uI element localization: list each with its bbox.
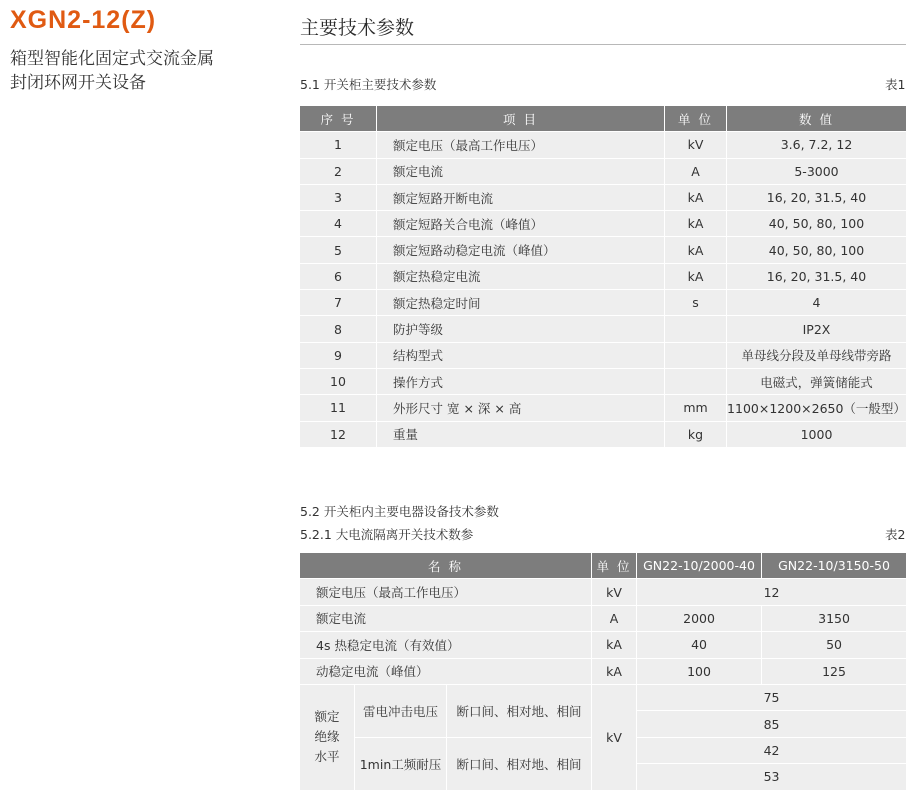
row-value: IP2X (727, 316, 907, 342)
row-index: 1 (300, 132, 377, 158)
row-index: 12 (300, 421, 377, 447)
table-row (300, 158, 907, 184)
product-model: XGN2-12(Z) (10, 6, 157, 34)
insulation-group-line-1: 额定 (314, 709, 340, 725)
row-index: 3 (300, 184, 377, 210)
row-name: 额定电流 (300, 605, 592, 631)
row-value: 4 (727, 290, 907, 316)
row-index: 8 (300, 316, 377, 342)
row-unit: kg (665, 421, 727, 447)
table-row (300, 684, 907, 710)
row-value: 40, 50, 80, 100 (727, 237, 907, 263)
row-unit: kA (592, 632, 637, 658)
table-row (300, 316, 907, 342)
row-index: 11 (300, 395, 377, 421)
row-item: 额定热稳定时间 (377, 290, 665, 316)
table-row (300, 579, 907, 605)
row-value: 1100×1200×2650（一般型） (727, 395, 907, 421)
section-title: 主要技术参数 (300, 17, 415, 39)
row-unit: kV (592, 579, 637, 605)
row-unit: kA (665, 263, 727, 289)
row-item: 外形尺寸 宽 × 深 × 高 (377, 395, 665, 421)
table1-caption: 5.1 开关柜主要技术参数 (300, 77, 437, 92)
row-item: 额定短路开断电流 (377, 184, 665, 210)
row-value-2000: 2000 (637, 605, 762, 631)
row-value-3150: 50 (762, 632, 907, 658)
table-row (300, 658, 907, 684)
table-row (300, 368, 907, 394)
section-divider (300, 44, 906, 45)
col-header-item: 项 目 (377, 106, 665, 132)
row-value: 1000 (727, 421, 907, 447)
row-unit (665, 316, 727, 342)
row-value: 5-3000 (727, 158, 907, 184)
table-row (300, 605, 907, 631)
row-item: 防护等级 (377, 316, 665, 342)
row-index: 2 (300, 158, 377, 184)
row-item: 额定短路动稳定电流（峰值） (377, 237, 665, 263)
row-unit: s (665, 290, 727, 316)
row-value: 电磁式，弹簧储能式 (727, 368, 907, 394)
row-unit: kA (665, 211, 727, 237)
col-header-model-3150: GN22-10/3150-50 (762, 553, 907, 579)
row-value-2000: 40 (637, 632, 762, 658)
row-name: 动稳定电流（峰值） (300, 658, 592, 684)
row-index: 7 (300, 290, 377, 316)
row-unit (665, 368, 727, 394)
insulation-group-label (300, 684, 355, 790)
table-row (300, 211, 907, 237)
table-header-row (300, 106, 907, 132)
row-item: 结构型式 (377, 342, 665, 368)
disconnector-params-table (299, 552, 907, 791)
col-header-index: 序 号 (300, 106, 377, 132)
row-value-merged: 12 (637, 579, 907, 605)
row-index: 9 (300, 342, 377, 368)
table-row (300, 132, 907, 158)
table-row (300, 237, 907, 263)
row-item: 额定电压（最高工作电压） (377, 132, 665, 158)
lightning-impulse-label: 雷电冲击电压 (355, 684, 447, 737)
row-value: 3.6, 7.2, 12 (727, 132, 907, 158)
row-unit: A (592, 605, 637, 631)
table2-caption: 5.2.1 大电流隔离开关技术数参 (300, 527, 474, 542)
row-index: 5 (300, 237, 377, 263)
table-row (300, 395, 907, 421)
col-header-name: 名 称 (300, 553, 592, 579)
col-header-model-2000: GN22-10/2000-40 (637, 553, 762, 579)
row-item: 额定热稳定电流 (377, 263, 665, 289)
lightning-location-label: 断口间、相对地、相间 (447, 684, 592, 737)
tech-params-table (299, 105, 907, 448)
table-header-row (300, 553, 907, 579)
row-unit: kA (592, 658, 637, 684)
col-header-value: 数 值 (727, 106, 907, 132)
product-subtitle (10, 47, 280, 95)
row-item: 重量 (377, 421, 665, 447)
table-row (300, 290, 907, 316)
row-index: 6 (300, 263, 377, 289)
table-row (300, 421, 907, 447)
col-header-unit: 单 位 (592, 553, 637, 579)
row-item: 额定短路关合电流（峰值） (377, 211, 665, 237)
power-frequency-label: 1min工频耐压 (355, 737, 447, 790)
insulation-group-line-2: 绝缘 (314, 729, 340, 745)
table-row (300, 263, 907, 289)
table-row (300, 184, 907, 210)
row-unit: kA (665, 237, 727, 263)
insulation-group-line-3: 水平 (314, 749, 340, 765)
row-unit: mm (665, 395, 727, 421)
row-name: 额定电压（最高工作电压） (300, 579, 592, 605)
row-index: 10 (300, 368, 377, 394)
insulation-unit: kV (592, 684, 637, 790)
row-unit: kV (665, 132, 727, 158)
row-value-3150: 3150 (762, 605, 907, 631)
table1-number: 表1 (885, 77, 906, 92)
row-unit (665, 342, 727, 368)
power-frequency-location-label: 断口间、相对地、相间 (447, 737, 592, 790)
col-header-unit: 单 位 (665, 106, 727, 132)
subtitle-line-2: 封闭环网开关设备 (10, 73, 146, 93)
row-unit: A (665, 158, 727, 184)
row-value-2000: 100 (637, 658, 762, 684)
row-value: 16, 20, 31.5, 40 (727, 184, 907, 210)
insulation-value-3: 42 (637, 737, 907, 763)
row-value: 40, 50, 80, 100 (727, 211, 907, 237)
row-value: 16, 20, 31.5, 40 (727, 263, 907, 289)
table-row (300, 342, 907, 368)
table-row (300, 632, 907, 658)
row-value: 单母线分段及单母线带旁路 (727, 342, 907, 368)
insulation-value-4: 53 (637, 764, 907, 790)
row-item: 额定电流 (377, 158, 665, 184)
row-item: 操作方式 (377, 368, 665, 394)
section-5-2-caption: 5.2 开关柜内主要电器设备技术参数 (300, 504, 499, 519)
row-value-3150: 125 (762, 658, 907, 684)
row-index: 4 (300, 211, 377, 237)
row-unit: kA (665, 184, 727, 210)
subtitle-line-1: 箱型智能化固定式交流金属 (10, 49, 214, 69)
table2-number: 表2 (885, 527, 906, 542)
insulation-value-2: 85 (637, 711, 907, 737)
row-name: 4s 热稳定电流（有效值） (300, 632, 592, 658)
insulation-value-1: 75 (637, 684, 907, 710)
